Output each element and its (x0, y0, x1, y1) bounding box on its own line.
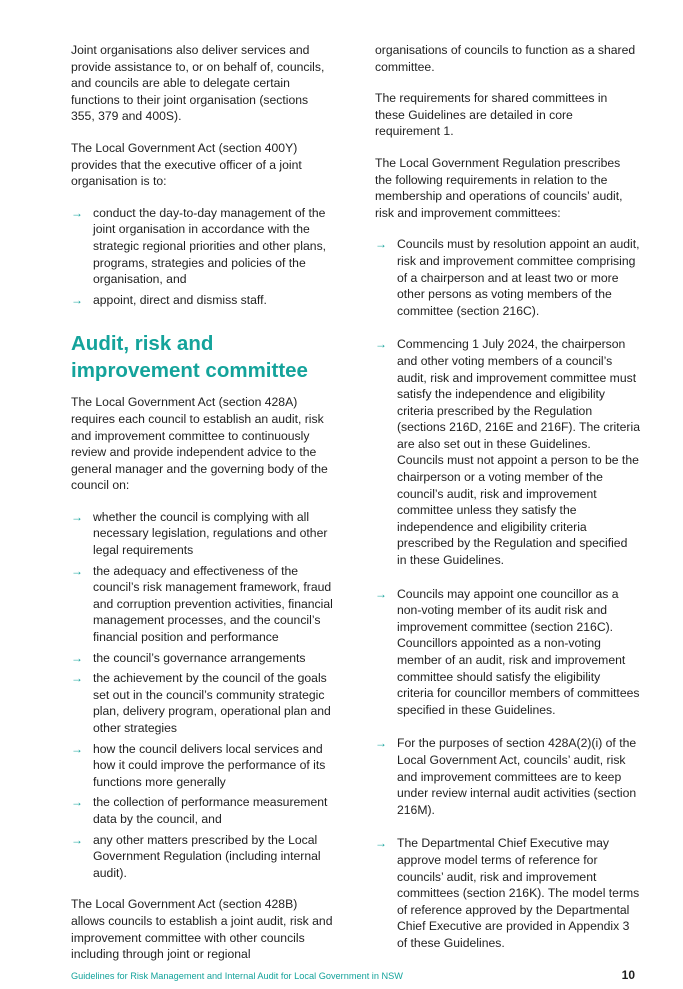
paragraph: The requirements for shared committees in these Guidelines are detailed in core requirement 1. (375, 91, 608, 139)
arrow-right-icon: → (71, 292, 83, 307)
arrow-right-icon: → (375, 836, 387, 851)
list-item-text: appoint, direct and dismiss staff. (93, 292, 267, 307)
list-item (71, 832, 333, 882)
bullet-list (71, 205, 333, 309)
list-item-text: Commencing 1 July 2024, the chairperson and other voting members of a council’s audit, risk and improvement committee must satisfy the independence and eligibility criteria prescribed by the Regulation (sections 216D, 216E and 216F). The criteria are also set out in these Guidelines. Councils must not appoint a person to be the chairperson or a voting member of the council’s audit, risk and improvement committee unless they satisfy the independence and eligibility criteria prescribed by the Regulation and specified in these Guidelines. (397, 337, 640, 568)
arrow-right-icon: → (375, 337, 387, 352)
arrow-right-icon: → (375, 237, 387, 252)
list-item-text: how the council delivers local services and how it could improve the performance of its functions more generally (93, 741, 326, 789)
arrow-right-icon: → (71, 205, 83, 220)
page-footer (71, 968, 635, 984)
arrow-right-icon: → (71, 741, 83, 756)
list-item-text: Councils may appoint one councillor as a non-voting member of its audit risk and improvement committee (section 216C). Councillors appointed as a non-voting member of an audit, risk and improvement committee should satisfy the eligibility criteria for councillor members of committees specified in these Guidelines. (397, 586, 640, 717)
arrow-right-icon: → (71, 563, 83, 578)
list-item (71, 563, 333, 646)
list-item (71, 794, 333, 827)
arrow-right-icon: → (71, 509, 83, 524)
list-item (71, 670, 333, 736)
list-item-text: the collection of performance measurement data by the council, and (93, 795, 328, 826)
list-item-text: For the purposes of section 428A(2)(i) of the Local Government Act, councils’ audit, risk and improvement committees are to keep under review internal audit activities (section 216M). (397, 736, 637, 817)
list-item-text: the adequacy and effectiveness of the council’s risk management framework, fraud and corruption prevention activities, financial management processes, and the council’s financial position and performance (93, 563, 333, 645)
list-item-text: any other matters prescribed by the Local Government Regulation (including internal audit). (93, 832, 321, 880)
list-item-text: conduct the day-to-day management of the joint organisation in accordance with the strategic regional priorities and other plans, programs, strategies and policies of the organisation, and (93, 205, 327, 287)
right-column (375, 42, 640, 969)
paragraph: The Local Government Act (section 428A) requires each council to establish an audit, risk and improvement committee to continuously review and provide independent advice to the general manager and the governing body of the council on: (71, 395, 328, 493)
bullet-list (375, 236, 640, 951)
page-number: 10 (621, 968, 635, 982)
list-item (71, 292, 333, 309)
paragraph: The Local Government Regulation prescribes the following requirements in relation to the membership and operations of councils’ audit, risk and improvement committees: (375, 155, 623, 220)
paragraph: organisations of councils to function as a shared committee. (375, 43, 636, 74)
arrow-right-icon: → (71, 671, 83, 686)
list-item (375, 835, 640, 951)
list-item (71, 650, 333, 667)
bullet-list (71, 509, 333, 881)
list-item (375, 236, 640, 319)
paragraph: The Local Government Act (section 428B) allows councils to establish a joint audit, risk and improvement committee with other councils including through joint or regional (71, 897, 333, 962)
left-column (71, 42, 333, 978)
list-item-text: The Departmental Chief Executive may approve model terms of reference for councils’ audit, risk and improvement committees (section 216K). The model terms of reference approved by the Departmental Chief Executive are provided in Appendix 3 of these Guidelines. (397, 836, 640, 950)
footer-title: Guidelines for Risk Management and Internal Audit for Local Government in NSW (71, 971, 403, 981)
arrow-right-icon: → (375, 736, 387, 751)
list-item-text: the council’s governance arrangements (93, 650, 306, 665)
list-item (375, 586, 640, 719)
list-item (71, 205, 333, 288)
list-item (375, 735, 640, 818)
arrow-right-icon: → (71, 832, 83, 847)
list-item-text: the achievement by the council of the goals set out in the council’s community strategic plan, delivery program, operational plan and other strategies (93, 671, 331, 735)
arrow-right-icon: → (375, 586, 387, 601)
arrow-right-icon: → (71, 795, 83, 810)
list-item (375, 336, 640, 568)
list-item-text: Councils must by resolution appoint an audit, risk and improvement committee comprising of a chairperson and at least two or more other persons as voting members of the committee (section 216C). (397, 237, 640, 318)
section-heading: Audit, risk and improvement committee (71, 332, 308, 383)
arrow-right-icon: → (71, 650, 83, 665)
paragraph: Joint organisations also deliver services and provide assistance to, or on behalf of, councils, and councils are able to delegate certain functions to their joint organisation (sections 355, 379 and 400S). (71, 43, 325, 124)
list-item (71, 741, 333, 791)
list-item (71, 509, 333, 559)
list-item-text: whether the council is complying with all necessary legislation, regulations and other legal requirements (93, 509, 328, 558)
paragraph: The Local Government Act (section 400Y) provides that the executive officer of a joint organisation is to: (71, 140, 302, 189)
